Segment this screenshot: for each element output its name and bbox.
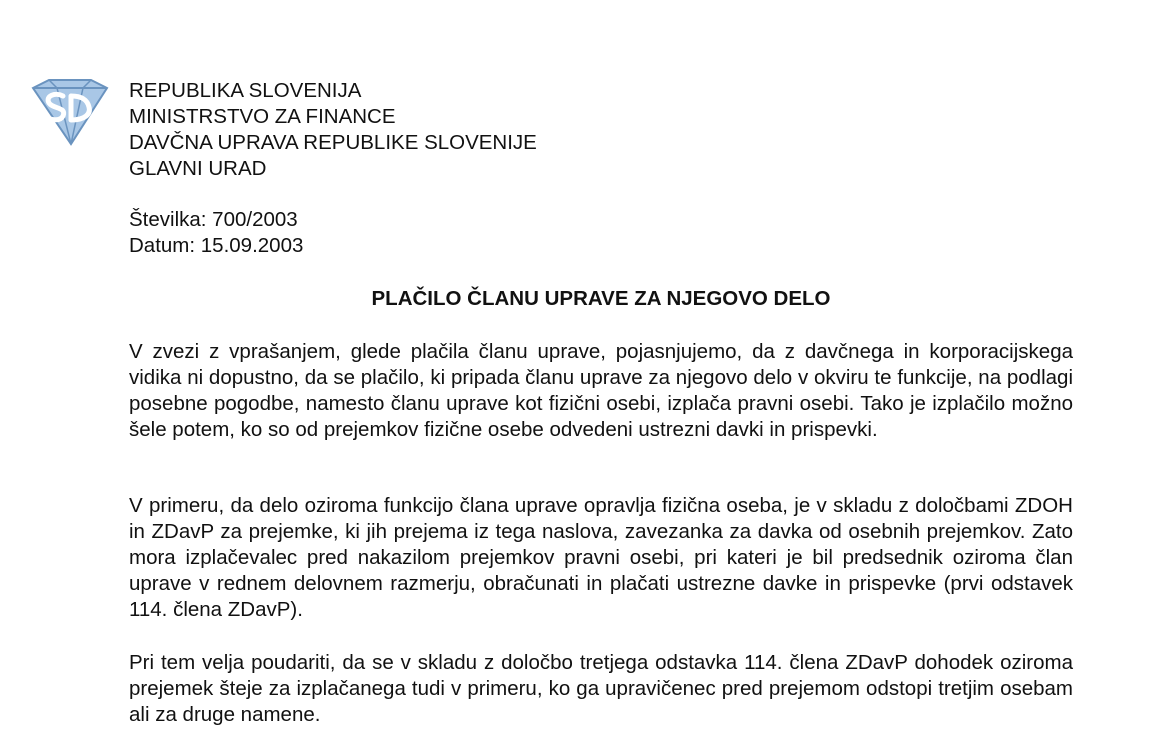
document-date: Datum: 15.09.2003 (129, 234, 304, 257)
paragraph-3: Pri tem velja poudariti, da se v skladu z določbo tretjega odstavka 114. člena ZDavP dohodek oziroma prejemek šteje za izplačanega tudi v primeru, ko ga upravičenec pred prejemom odstopi tretjim osebam ali za druge namene. (129, 651, 1073, 726)
header-line-main-office: GLAVNI URAD (129, 157, 267, 180)
document-meta (129, 207, 303, 259)
paragraph-1: V zvezi z vprašanjem, glede plačila članu uprave, pojasnjujemo, da z davčnega in korporacijskega vidika ni dopustno, da se plačilo, ki pripada članu uprave za njegovo delo v okviru te funkcije, na podlagi posebne pogodbe, namesto članu uprave kot fizični osebi, izplača pravni osebi. Tako je izplačilo možno šele potem, ko so od prejemkov fizične osebe odvedeni ustrezni davki in prispevki. (129, 340, 1073, 441)
diamond-emblem (27, 78, 111, 148)
header-line-republic: REPUBLIKA SLOVENIJA (129, 79, 362, 102)
durs-logo-icon (27, 78, 111, 148)
document-title: PLAČILO ČLANU UPRAVE ZA NJEGOVO DELO (371, 287, 831, 310)
paragraph-2: V primeru, da delo oziroma funkcijo člana uprave opravlja fizična oseba, je v skladu z določbami ZDOH in ZDavP za prejemke, ki jih prejema iz tega naslova, zavezanka za davka od osebnih prejemkov. Zato mora izplačevalec pred nakazilom prejemkov pravni osebi, pri kateri je bil predsednik oziroma član uprave v rednem delovnem razmerju, obračunati in plačati ustrezne davke in prispevke (prvi odstavek 114. člena ZDavP). (129, 494, 1073, 621)
header-line-ministry: MINISTRSTVO ZA FINANCE (129, 105, 396, 128)
document-number: Številka: 700/2003 (129, 208, 298, 231)
document-header (129, 78, 537, 182)
header-line-tax-administration: DAVČNA UPRAVA REPUBLIKE SLOVENIJE (129, 131, 537, 154)
